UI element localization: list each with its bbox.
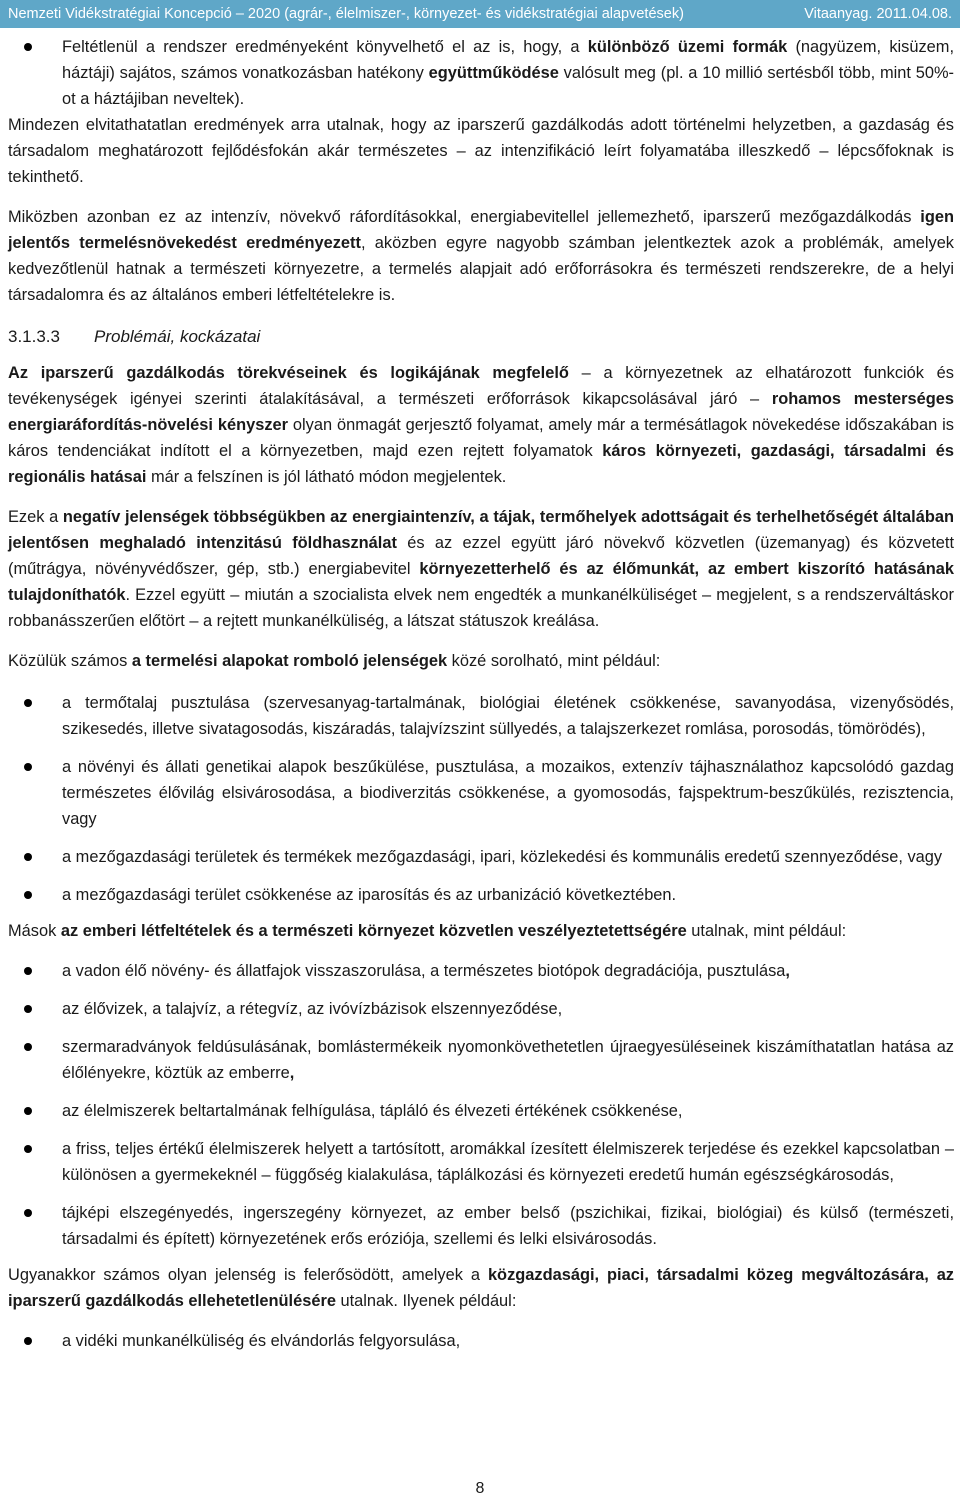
text-run: valósult meg (pl. a 10 millió sertésből több, mint 50%-ot a háztájiban neveltek). bbox=[62, 64, 954, 108]
text-run: olyan önmagát gerjesztő folyamat, amely már a termésátlagok növekedése időszakában is káros tendenciákat indított el a környezetben, majd ezen rejtett folyamatok bbox=[8, 416, 954, 460]
paragraph bbox=[8, 918, 954, 944]
paragraph bbox=[8, 360, 954, 490]
text-run: utalnak. Ilyenek például: bbox=[335, 1292, 517, 1310]
bold-run: közgazdasági, piaci, társadalmi közeg megváltozására, az iparszerű gazdálkodás ellehetetlenülésére bbox=[8, 1266, 954, 1310]
list-item bbox=[8, 958, 954, 984]
text-run: Közülük számos bbox=[8, 652, 132, 670]
list-item: a mezőgazdasági területek és termékek mezőgazdasági, ipari, közlekedési és kommunális eredetű szennyeződése, vagy bbox=[8, 844, 954, 870]
text-run: az élelmiszerek beltartalmának felhígulása, tápláló és élvezeti értékének csökkenése, bbox=[62, 1102, 683, 1120]
header-title: Nemzeti Vidékstratégiai Koncepció – 2020 (agrár-, élelmiszer-, környezet- és vidékstratégiai alapvetések) bbox=[8, 6, 684, 22]
bold-run: együttműködése bbox=[428, 64, 559, 82]
bold-run: negatív jelenségek többségükben az energiaintenzív, a tájak, termőhelyek adottságait és terhelhetőségét általában jelentősen meghaladó intenzitású földhasználat bbox=[8, 508, 954, 552]
text-run: a friss, teljes értékű élelmiszerek helyett a tartósított, aromákkal ízesített élelmiszerek terjedése és ezekkel kapcsolatban – különösen a gyermekeknél – függőség kialakulása, táplálkozási és környezeti eredetű humán egészségkárosodás, bbox=[62, 1140, 954, 1184]
list-item bbox=[8, 34, 954, 112]
bold-run: káros környezeti, gazdasági, társadalmi és regionális hatásai bbox=[8, 442, 954, 486]
bold-run: igen jelentős termelésnövekedést eredményezett bbox=[8, 208, 954, 252]
text-run: és az ezzel együtt járó növekvő közvetlen (üzemanyag) és közvetett (műtrágya, növényvédőszer, gép, stb.) energiabevitel bbox=[8, 534, 954, 578]
section-number: 3.1.3.3 bbox=[8, 327, 60, 346]
text-run: Miközben azonban ez az intenzív, növekvő ráfordításokkal, energiabevitellel jellemezhető, iparszerű mezőgazdálkodás bbox=[8, 208, 921, 226]
page-number: 8 bbox=[475, 1480, 485, 1497]
bold-run: Az iparszerű gazdálkodás törekvéseinek és logikájának megfelelő bbox=[8, 364, 569, 382]
section-title: Problémái, kockázatai bbox=[94, 327, 261, 346]
list-item bbox=[8, 1098, 954, 1124]
text-run: Feltétlenül a rendszer eredményeként könyvelhető el az is, hogy, a bbox=[62, 38, 588, 56]
paragraph bbox=[8, 204, 954, 308]
text-run: szermaradványok feldúsulásának, bomlástermékeik nyomonkövethetetlen újraegyesüléseinek kiszámíthatatlan hatása az élőlényekre, köztük az emberre bbox=[62, 1038, 954, 1082]
text-run: – a környezetnek az elhatározott funkciók és tevékenységek igényei szerinti átalakításával, a természeti erőforrások kikapcsolásával járó – bbox=[8, 364, 954, 408]
bold-run: rohamos mesterséges energiaráfordítás-növelési kényszer bbox=[8, 390, 954, 434]
document-header bbox=[0, 0, 960, 28]
bold-run: , bbox=[785, 962, 790, 980]
paragraph bbox=[8, 648, 954, 674]
text-run: . Ezzel együtt – miután a szocialista elvek nem engedték a munkanélküliséget – megjelent, s a rendszerváltáskor robbanásszerűen előtört – a rejtett munkanélküliség, a látszat státuszok kreálása. bbox=[8, 586, 954, 630]
text-run: utalnak, mint például: bbox=[686, 922, 847, 940]
bold-run: különböző üzemi formák bbox=[587, 38, 788, 56]
production-issues-list bbox=[8, 690, 954, 908]
list-item bbox=[8, 1136, 954, 1188]
text-run: az élővizek, a talajvíz, a rétegvíz, az ivóvízbázisok elszennyeződése, bbox=[62, 1000, 563, 1018]
document-body bbox=[8, 34, 954, 1354]
bold-run: az emberi létfeltételek és a természeti környezet közvetlen veszélyeztetettségére bbox=[60, 922, 687, 940]
list-item: a termőtalaj pusztulása (szervesanyag-tartalmának, biológiai életének csökkenése, savanyodása, vizenyősödés, szikesedés, illetve sivatagosodás, kiszáradás, talajvízszint süllyedés, a talajszerkezet romlása, porosodás, tömörödés), bbox=[8, 690, 954, 742]
text-run: már a felszínen is jól látható módon megjelentek. bbox=[146, 468, 507, 486]
bold-run: , bbox=[289, 1064, 295, 1082]
list-item: a vidéki munkanélküliség és elvándorlás felgyorsulása, bbox=[8, 1328, 954, 1354]
paragraph bbox=[8, 504, 954, 634]
text-run: közé sorolható, mint például: bbox=[447, 652, 661, 670]
section-heading bbox=[8, 324, 954, 350]
paragraph bbox=[8, 1262, 954, 1314]
economic-issues-list bbox=[8, 1328, 954, 1354]
list-item bbox=[8, 996, 954, 1022]
text-run: Mások bbox=[8, 922, 61, 940]
text-run: a vadon élő növény- és állatfajok visszaszorulása, a természetes biotópok degradációja, pusztulása bbox=[62, 962, 786, 980]
bold-run: környezetterhelő és az élőmunkát, az embert kiszorító hatásának tulajdoníthatók bbox=[8, 560, 954, 604]
bold-run: a termelési alapokat romboló jelenségek bbox=[131, 652, 448, 670]
text-run: Ugyanakkor számos olyan jelenség is felerősödött, amelyek a bbox=[8, 1266, 488, 1284]
list-item bbox=[8, 1200, 954, 1252]
header-version: Vitaanyag. 2011.04.08. bbox=[804, 6, 952, 22]
text-run: (nagyüzem, kisüzem, háztáji) sajátos, számos vonatkozásban hatékony bbox=[62, 38, 954, 82]
text-run: tájképi elszegényedés, ingerszegény környezet, az ember belső (pszichikai, fizikai, biológiai) és külső (természeti, társadalmi és épített) környezetének erős eróziója, szellemi és lelki elsivárosodás. bbox=[62, 1204, 954, 1248]
list-item bbox=[8, 1034, 954, 1086]
list-item: a növényi és állati genetikai alapok beszűkülése, pusztulása, a mozaikos, extenzív tájhasználathoz kapcsolódó gazdag természetes élővilág elsivárosodása, a biodiverzitás csökkenése, a gyomosodás, fajspektrum-beszűkülés, rezisztencia, vagy bbox=[8, 754, 954, 832]
intro-bullet-list bbox=[8, 34, 954, 112]
paragraph: Mindezen elvitathatatlan eredmények arra utalnak, hogy az iparszerű gazdálkodás adott történelmi helyzetben, a gazdaság és társadalom meghatározott fejlődésfokán akár természetes – az intenzifikáció leírt folyamatába illeszkedő – lépcsőfoknak is tekinthető. bbox=[8, 116, 954, 186]
living-conditions-list bbox=[8, 958, 954, 1252]
list-item: a mezőgazdasági terület csökkenése az iparosítás és az urbanizáció következtében. bbox=[8, 882, 954, 908]
text-run: , aközben egyre nagyobb számban jelentkeztek azok a problémák, amelyek kedvezőtlenül hatnak a természeti környezetre, a termelés alapjait adó erőforrásokra és természeti rendszerekre, de a helyi társadalomra és az általános emberi létfeltételekre is. bbox=[8, 234, 955, 304]
text-run: Ezek a bbox=[8, 508, 63, 526]
